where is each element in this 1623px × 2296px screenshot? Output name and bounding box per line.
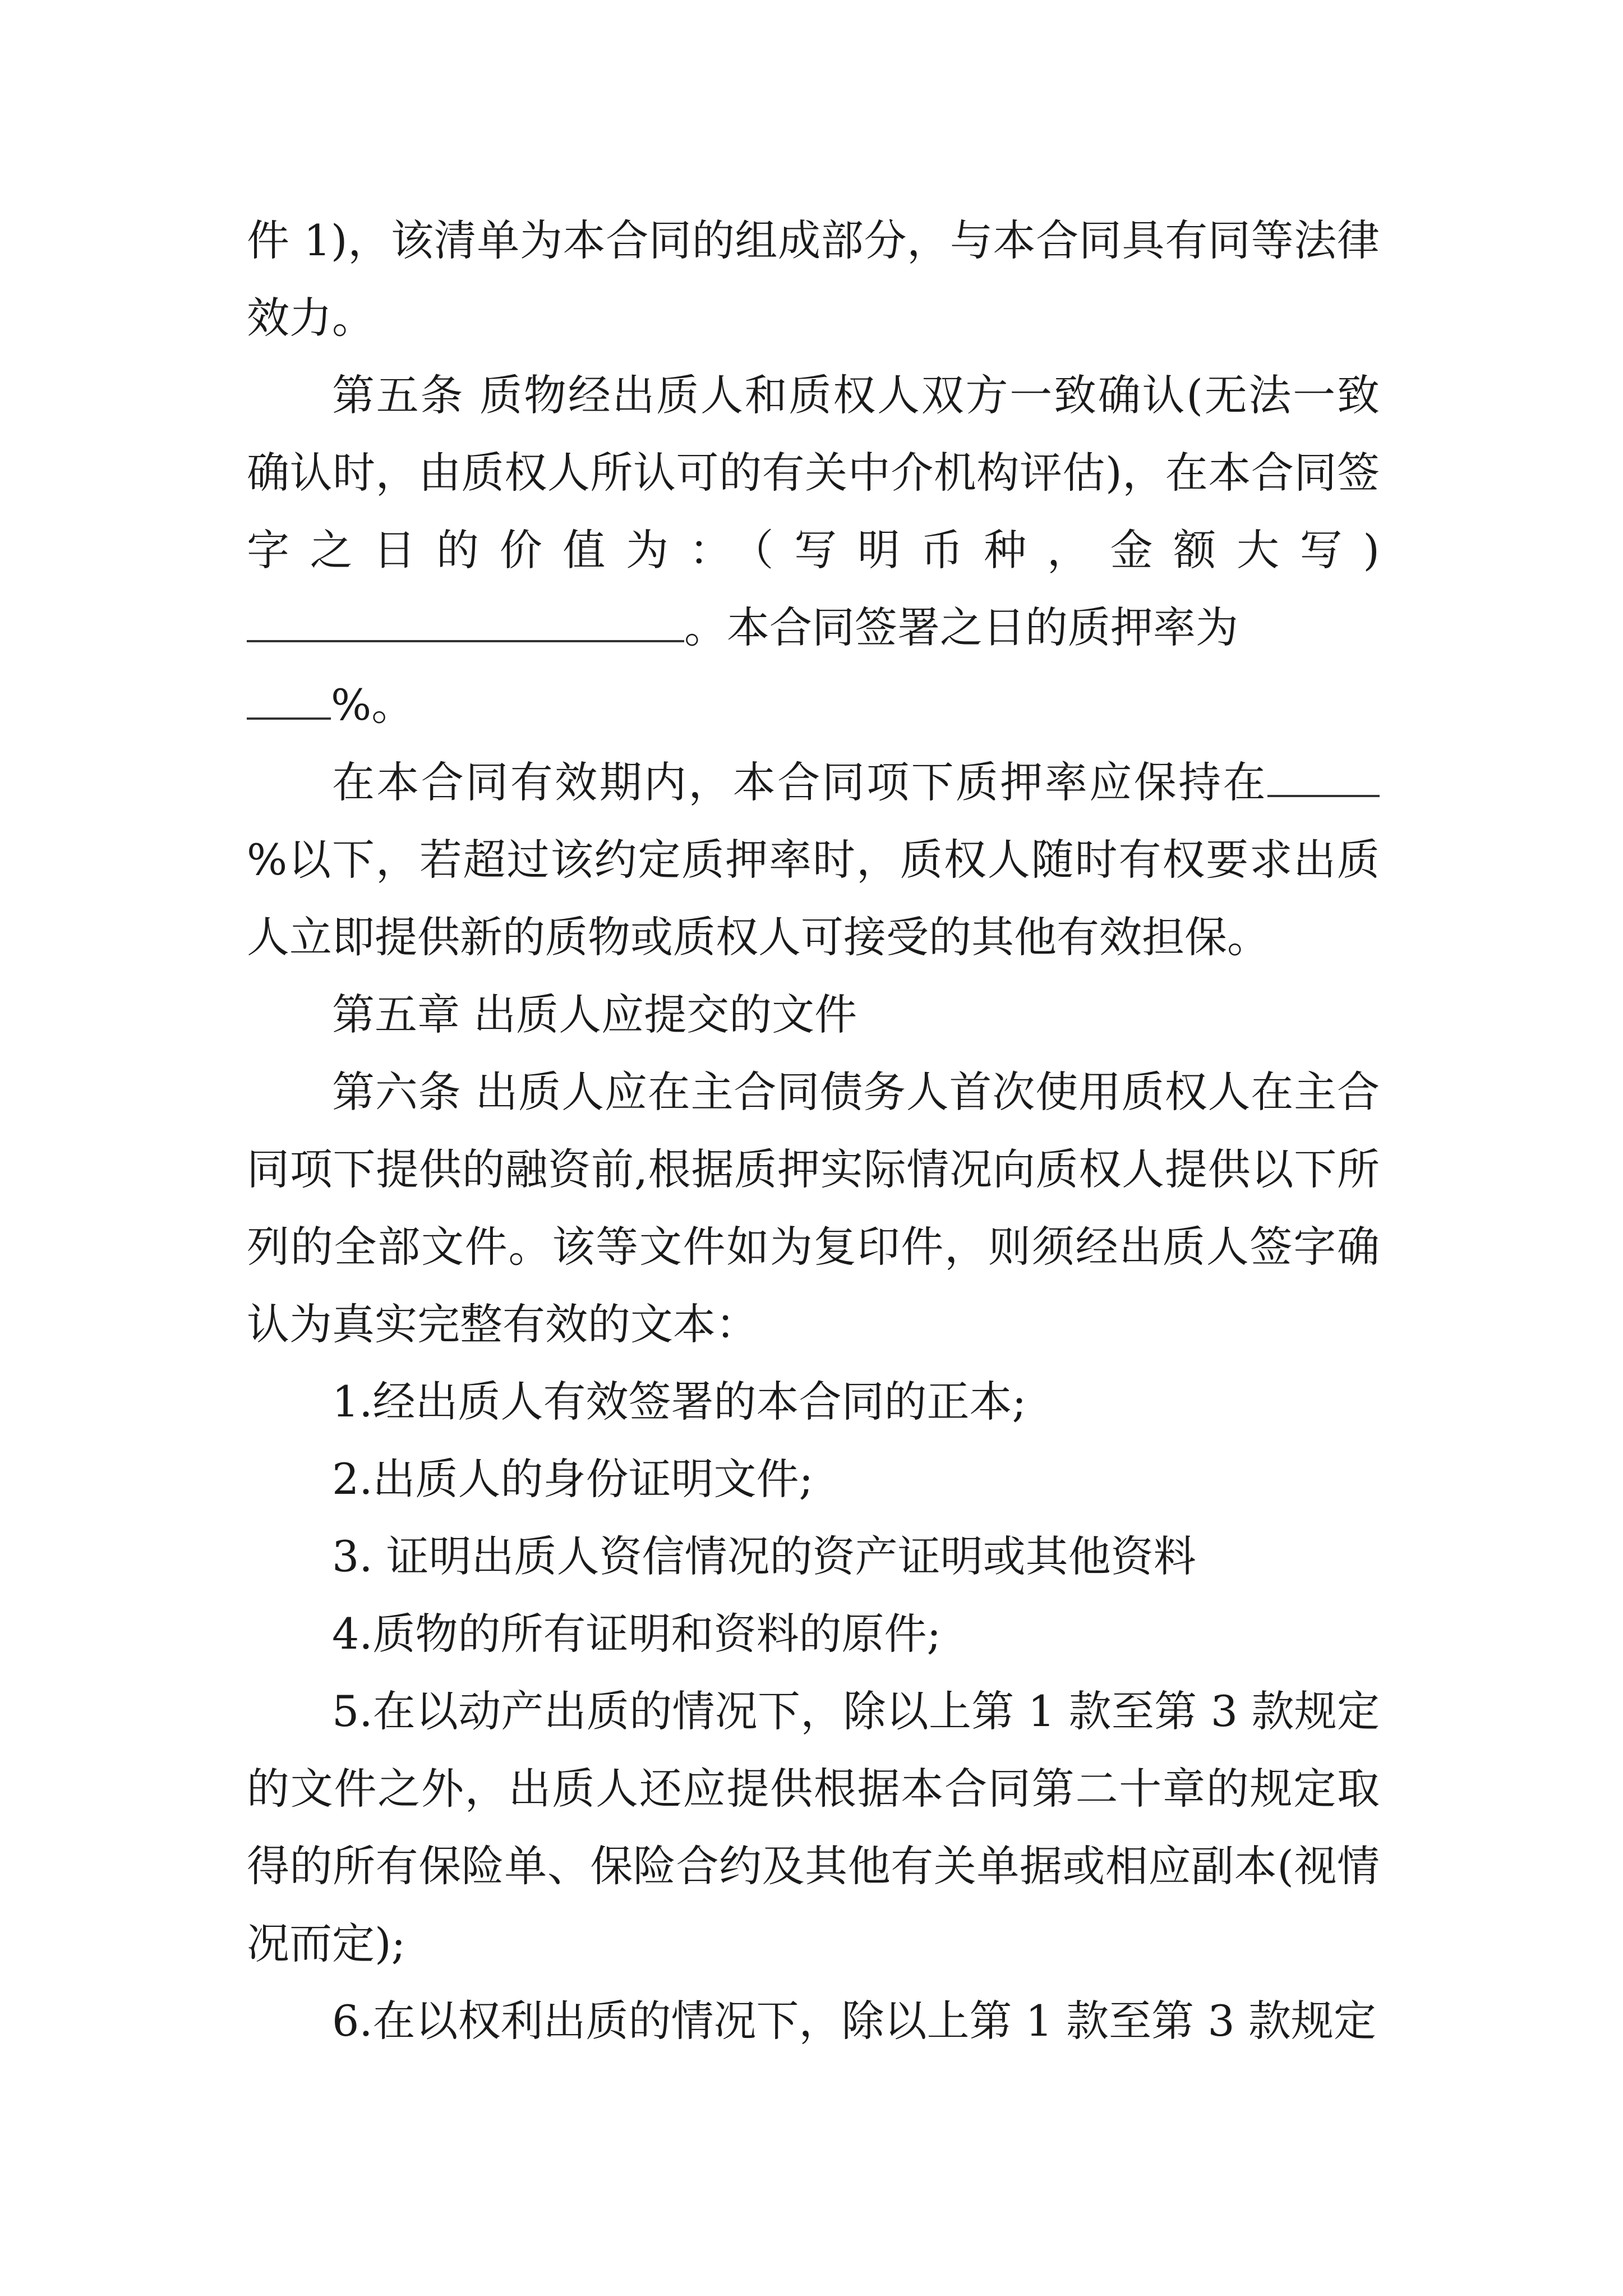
paragraph-article-6: 第六条 出质人应在主合同债务人首次使用质权人在主合同项下提供的融资前,根据质押实际情况向质权人提供以下所列的全部文件。该等文件如为复印件，则须经出质人签字确认为真实完整有效的文本： bbox=[247, 1067, 1380, 1349]
max-pledge-rate-blank-field[interactable] bbox=[1267, 757, 1380, 797]
paragraph-pledge-rate-maintenance bbox=[247, 744, 1380, 976]
paragraph-list-validity: 件 1)，该清单为本合同的组成部分，与本合同具有同等法律效力。 bbox=[247, 215, 1380, 343]
paragraph-article-5 bbox=[247, 357, 1380, 744]
list-item-3: 3. 证明出质人资信情况的资产证明或其他资料 bbox=[332, 1531, 1196, 1581]
value-blank-field[interactable] bbox=[247, 602, 684, 642]
chapter-5-heading: 第五章 出质人应提交的文件 bbox=[332, 990, 857, 1039]
pledge-rate-blank-field[interactable] bbox=[247, 679, 331, 720]
article-5-text-a: 第五条 质物经出质人和质权人双方一致确认(无法一致确认时，由质权人所认可的有关中介机构评估)，在本合同签字之日的价值为：（写明币种，金额大写) bbox=[247, 370, 1380, 575]
list-item-1: 1.经出质人有效签署的本合同的正本; bbox=[332, 1377, 1027, 1427]
article-5-text-b: 。本合同签署之日的质押率为 bbox=[684, 602, 1238, 652]
maintenance-text-b: %以下，若超过该约定质押率时，质权人随时有权要求出质人立即提供新的质物或质权人可接受的其他有效担保。 bbox=[247, 835, 1380, 962]
list-item-5: 5.在以动产出质的情况下，除以上第 1 款至第 3 款规定的文件之外，出质人还应提供根据本合同第二十章的规定取得的所有保险单、保险合约及其他有关单据或相应副本(视情况而定); bbox=[247, 1686, 1380, 1968]
maintenance-text-a: 在本合同有效期内，本合同项下质押率应保持在 bbox=[332, 757, 1267, 807]
list-item-4: 4.质物的所有证明和资料的原件; bbox=[332, 1609, 942, 1659]
article-5-text-c: %。 bbox=[331, 680, 414, 730]
list-item-6: 6.在以权利出质的情况下，除以上第 1 款至第 3 款规定 bbox=[332, 1996, 1376, 2046]
document-page bbox=[247, 202, 1380, 2060]
list-item-2: 2.出质人的身份证明文件; bbox=[332, 1454, 814, 1504]
